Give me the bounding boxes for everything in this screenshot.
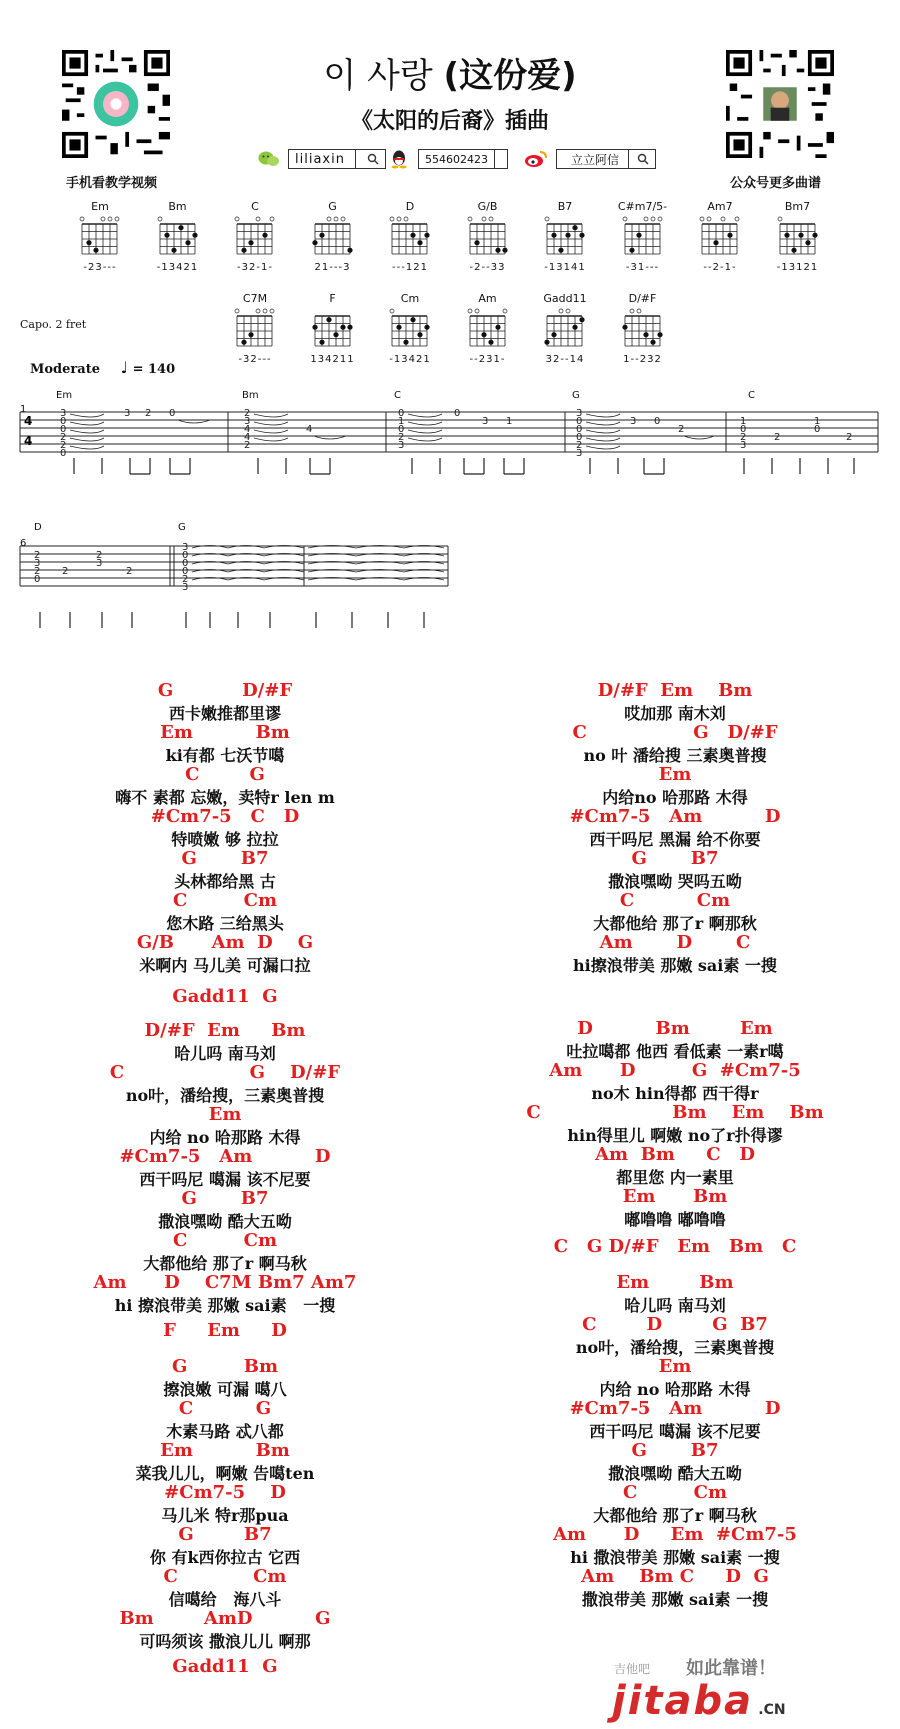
lyric-line: hi 撒浪带美 那嫩 sai素 一搜 bbox=[570, 1548, 780, 1567]
svg-text:3: 3 bbox=[482, 416, 489, 427]
lyric-line: 撒浪带美 那嫩 sai素 一搜 bbox=[581, 1590, 769, 1609]
lyric-line: 米啊内 马儿美 可漏口拉 bbox=[139, 956, 311, 975]
svg-text:2: 2 bbox=[60, 432, 67, 443]
svg-text:3: 3 bbox=[244, 416, 251, 427]
svg-text:4: 4 bbox=[244, 432, 251, 443]
chord-line: C Cm bbox=[622, 1482, 728, 1503]
chord-line: Am D Em #Cm7-5 bbox=[553, 1524, 797, 1545]
tab-chord-label: D bbox=[34, 522, 42, 533]
chord-line: Am D C bbox=[599, 932, 751, 953]
lyric-line: 哈儿吗 南马刘 bbox=[174, 1044, 276, 1063]
tab-chord-label: G bbox=[178, 522, 186, 533]
svg-text:0: 0 bbox=[398, 408, 405, 419]
svg-text:3: 3 bbox=[630, 416, 637, 427]
chord-diagram bbox=[535, 200, 595, 273]
chord-line: Am D C7M Bm7 Am7 bbox=[93, 1272, 357, 1293]
lyric-line: 特喷嫩 够 拉拉 bbox=[171, 830, 279, 849]
left-caption: 手机看教学视频 bbox=[66, 176, 158, 191]
lyric-line: 嗨不 素都 忘嫩，卖特r len m bbox=[115, 788, 335, 807]
weibo-id-box bbox=[556, 149, 656, 169]
tab-chord-label: Em bbox=[56, 390, 73, 401]
svg-text:0: 0 bbox=[814, 424, 821, 435]
svg-text:3: 3 bbox=[124, 408, 131, 419]
chord-line: C D G B7 bbox=[582, 1314, 768, 1335]
svg-text:1: 1 bbox=[398, 416, 405, 427]
chord-line: #Cm7-5 Am D bbox=[569, 806, 781, 827]
song-title bbox=[0, 48, 900, 97]
social-weibo bbox=[524, 148, 656, 170]
tab-system-2 bbox=[14, 526, 454, 636]
svg-text:3: 3 bbox=[34, 558, 41, 569]
lyric-line: 内给 no 哈那路 木得 bbox=[599, 1380, 751, 1399]
svg-text:3: 3 bbox=[576, 448, 583, 459]
fretboard-grid bbox=[225, 306, 285, 350]
social-qq bbox=[390, 148, 508, 170]
lyric-line: 菜我儿儿，啊嫩 告噶ten bbox=[135, 1464, 315, 1483]
svg-text:0: 0 bbox=[576, 432, 583, 443]
chord-line: Em bbox=[208, 1104, 242, 1125]
brand-logo bbox=[612, 1678, 786, 1724]
lyric-line: 撒浪嘿呦 酷大五呦 bbox=[158, 1212, 292, 1231]
lyric-line: 大都他给 那了r 啊马秋 bbox=[593, 1506, 757, 1525]
chord-fingering: -31--- bbox=[625, 262, 660, 273]
chord-name: Bm bbox=[168, 200, 187, 213]
svg-text:4: 4 bbox=[244, 424, 251, 435]
chord-fingering: --231- bbox=[469, 354, 506, 365]
lyric-line: 吐拉噶都 他西 看低素 一素r噶 bbox=[566, 1042, 784, 1061]
chord-diagram bbox=[458, 200, 518, 273]
fretboard-grid bbox=[225, 214, 285, 258]
lyric-line: no 叶 潘给搜 三素奥普搜 bbox=[583, 746, 767, 765]
svg-text:2: 2 bbox=[846, 432, 853, 443]
lyric-line: hin得里儿 啊嫩 no了r扑得谬 bbox=[567, 1126, 783, 1145]
chord-line: D/#F Em Bm bbox=[597, 680, 753, 701]
chord-line: C G D/#F bbox=[572, 722, 778, 743]
fretboard-grid bbox=[303, 214, 363, 258]
chord-line: C Cm bbox=[172, 1230, 278, 1251]
chord-line: C Cm bbox=[619, 890, 731, 911]
chord-diagram bbox=[148, 200, 208, 273]
title-chinese: (这份爱) bbox=[443, 56, 577, 96]
measure-number-1: 1 bbox=[20, 404, 27, 415]
quarter-note-icon: ♩ bbox=[120, 358, 129, 377]
chord-name: Cm bbox=[400, 292, 420, 305]
chord-line: #Cm7-5 Am D bbox=[119, 1146, 331, 1167]
chord-line: C G D/#F Em Bm C bbox=[553, 1236, 797, 1257]
svg-text:2: 2 bbox=[244, 440, 251, 451]
chord-fingering: -13421 bbox=[389, 354, 431, 365]
svg-text:0: 0 bbox=[576, 416, 583, 427]
lyric-line: 您木路 三给黑头 bbox=[166, 914, 284, 933]
svg-text:2: 2 bbox=[182, 574, 189, 585]
fretboard-grid bbox=[70, 214, 130, 258]
svg-text:1: 1 bbox=[740, 416, 747, 427]
brand-logo-text: jitaba bbox=[612, 1678, 754, 1724]
lyric-line: 内给no 哈那路 木得 bbox=[602, 788, 748, 807]
svg-text:0: 0 bbox=[182, 550, 189, 561]
svg-text:4: 4 bbox=[306, 424, 313, 435]
chord-diagram bbox=[225, 292, 285, 365]
chord-name: F bbox=[329, 292, 336, 305]
fretboard-grid bbox=[768, 214, 828, 258]
svg-text:2: 2 bbox=[740, 432, 747, 443]
lyric-line: 哎加那 南木刘 bbox=[624, 704, 726, 723]
chord-line: #Cm7-5 C D bbox=[150, 806, 300, 827]
svg-text:0: 0 bbox=[654, 416, 661, 427]
weibo-icon bbox=[524, 150, 548, 168]
chord-line: Gadd11 G bbox=[172, 986, 278, 1007]
tab-chord-label: G bbox=[572, 390, 580, 401]
chord-diagram bbox=[303, 200, 363, 273]
capo-info: Capo. 2 fret bbox=[20, 318, 87, 331]
lyric-line: 信噶给 海八斗 bbox=[168, 1590, 282, 1609]
lyric-line: 西干吗尼 黑漏 给不你要 bbox=[589, 830, 761, 849]
svg-text:0: 0 bbox=[60, 416, 67, 427]
svg-text:2: 2 bbox=[34, 550, 41, 561]
lyric-line: no叶，潘给搜，三素奥普搜 bbox=[125, 1086, 325, 1105]
svg-text:0: 0 bbox=[576, 424, 583, 435]
chord-diagram bbox=[458, 292, 518, 365]
chord-line: C G bbox=[185, 764, 265, 785]
lyric-line: 都里您 内一素里 bbox=[616, 1168, 734, 1187]
lyric-line: 大都他给 那了r 啊那秋 bbox=[593, 914, 757, 933]
tab-chord-label: Bm bbox=[242, 390, 259, 401]
wechat-id: liliaxin bbox=[295, 151, 345, 167]
chord-line: G B7 bbox=[631, 848, 719, 869]
fretboard-grid bbox=[535, 306, 595, 350]
svg-text:0: 0 bbox=[60, 424, 67, 435]
svg-text:2: 2 bbox=[60, 440, 67, 451]
chord-name: Em bbox=[91, 200, 109, 213]
svg-text:3: 3 bbox=[740, 440, 747, 451]
chord-line: C Cm bbox=[163, 1566, 287, 1587]
svg-text:4: 4 bbox=[24, 434, 33, 448]
chord-line: C G bbox=[178, 1398, 272, 1419]
chord-fingering: 1--232 bbox=[623, 354, 662, 365]
chord-fingering: -13141 bbox=[544, 262, 586, 273]
chord-line: G Bm bbox=[171, 1356, 279, 1377]
svg-text:2: 2 bbox=[62, 566, 69, 577]
svg-text:0: 0 bbox=[740, 424, 747, 435]
tempo-bpm: = 140 bbox=[132, 362, 176, 377]
svg-text:2: 2 bbox=[244, 408, 251, 419]
lyric-line: 头林都给黑 古 bbox=[174, 872, 276, 891]
chord-line: Am Bm C D G bbox=[581, 1566, 769, 1587]
qq-id-box bbox=[418, 149, 508, 169]
lyric-line: 撒浪嘿呦 哭吗五呦 bbox=[608, 872, 742, 891]
svg-text:0: 0 bbox=[182, 558, 189, 569]
weibo-id: 立立阿信 bbox=[571, 152, 620, 167]
qq-id: 554602423 bbox=[425, 152, 488, 166]
svg-text:2: 2 bbox=[774, 432, 781, 443]
wechat-icon bbox=[258, 150, 280, 168]
chord-line: C Bm Em Bm bbox=[526, 1102, 824, 1123]
chord-fingering: --2-1- bbox=[703, 262, 737, 273]
chord-name: Am bbox=[478, 292, 497, 305]
chord-diagram bbox=[690, 200, 750, 273]
right-caption: 公众号更多曲谱 bbox=[730, 176, 822, 191]
fretboard-grid bbox=[148, 214, 208, 258]
lyric-line: 大都他给 那了r 啊马秋 bbox=[143, 1254, 307, 1273]
fretboard-grid bbox=[303, 306, 363, 350]
svg-text:0: 0 bbox=[182, 566, 189, 577]
chord-name: G/B bbox=[477, 200, 498, 213]
lyric-line: 内给 no 哈那路 木得 bbox=[149, 1128, 301, 1147]
svg-text:0: 0 bbox=[398, 424, 405, 435]
chord-line: Am D G #Cm7-5 bbox=[549, 1060, 801, 1081]
chord-fingering: -2--33 bbox=[469, 262, 506, 273]
lyric-line: 西干吗尼 噶漏 该不尼要 bbox=[139, 1170, 311, 1189]
chord-name: G bbox=[328, 200, 337, 213]
chord-fingering: -13421 bbox=[156, 262, 199, 273]
qq-icon bbox=[390, 149, 408, 169]
wechat-id-box bbox=[288, 149, 386, 169]
chord-name: D bbox=[405, 200, 415, 213]
chord-name: B7 bbox=[557, 200, 573, 213]
chord-line: Em Bm bbox=[616, 1272, 734, 1293]
fretboard-grid bbox=[458, 214, 518, 258]
chord-line: C Cm bbox=[172, 890, 278, 911]
chord-line: C G D/#F bbox=[109, 1062, 341, 1083]
chord-fingering: -23--- bbox=[83, 262, 117, 273]
svg-text:0: 0 bbox=[169, 408, 176, 419]
chord-name: Bm7 bbox=[784, 200, 811, 213]
svg-text:0: 0 bbox=[34, 574, 41, 585]
svg-text:3: 3 bbox=[182, 542, 189, 553]
svg-text:3: 3 bbox=[60, 408, 67, 419]
fretboard-grid bbox=[613, 214, 673, 258]
svg-text:3: 3 bbox=[96, 558, 103, 569]
chord-line: G B7 bbox=[181, 848, 269, 869]
chord-diagram bbox=[768, 200, 828, 273]
svg-text:1: 1 bbox=[814, 416, 821, 427]
title-korean: 이 사랑 bbox=[323, 56, 433, 96]
tab-chord-label: C bbox=[394, 390, 401, 401]
chord-line: D/#F Em Bm bbox=[144, 1020, 306, 1041]
chord-diagram bbox=[225, 200, 285, 273]
chord-line: G B7 bbox=[631, 1440, 719, 1461]
lyric-line: no叶，潘给搜，三素奥普搜 bbox=[575, 1338, 775, 1357]
lyric-line: 你 有k西你拉古 它西 bbox=[149, 1548, 301, 1567]
chord-diagram bbox=[535, 292, 595, 365]
lyric-line: 擦浪嫩 可漏 噶八 bbox=[163, 1380, 287, 1399]
chord-diagram bbox=[380, 292, 440, 365]
chord-name: C bbox=[251, 200, 259, 213]
chord-fingering: 134211 bbox=[310, 354, 355, 365]
social-wechat bbox=[258, 148, 386, 170]
lyric-line: 哈儿吗 南马刘 bbox=[624, 1296, 726, 1315]
svg-text:2: 2 bbox=[96, 550, 103, 561]
measure-number-6: 6 bbox=[20, 538, 27, 549]
lyric-line: 嘟噜噜 嘟噜噜 bbox=[624, 1210, 726, 1229]
svg-text:0: 0 bbox=[454, 408, 461, 419]
chord-fingering: 32--14 bbox=[545, 354, 585, 365]
song-subtitle: 《太阳的后裔》插曲 bbox=[350, 108, 549, 134]
svg-text:2: 2 bbox=[126, 566, 133, 577]
tempo-marking bbox=[30, 358, 175, 377]
chord-line: Am Bm C D bbox=[595, 1144, 755, 1165]
tab-chord-label: C bbox=[748, 390, 755, 401]
chord-line: Bm AmD G bbox=[119, 1608, 331, 1629]
chord-line: Gadd11 G bbox=[172, 1656, 278, 1677]
chord-line: G B7 bbox=[181, 1188, 269, 1209]
fretboard-grid bbox=[613, 306, 673, 350]
chord-diagram bbox=[70, 200, 130, 273]
tempo-label: Moderate bbox=[30, 362, 100, 377]
lyric-line: 马儿米 特r那pua bbox=[161, 1506, 289, 1525]
chord-fingering: ---121 bbox=[392, 262, 428, 273]
lyric-line: 可吗须该 撒浪儿儿 啊那 bbox=[139, 1632, 311, 1651]
lyric-line: no木 hin得都 西干得r bbox=[591, 1084, 759, 1103]
lyric-line: 撒浪嘿呦 酷大五呦 bbox=[608, 1464, 742, 1483]
chord-line: G/B Am D G bbox=[136, 932, 314, 953]
svg-text:0: 0 bbox=[60, 448, 67, 459]
chord-fingering: -32-1- bbox=[237, 262, 273, 273]
lyric-line: 西卡嫩推都里谬 bbox=[168, 704, 281, 723]
chord-line: #Cm7-5 Am D bbox=[569, 1398, 781, 1419]
lyric-line: hi擦浪带美 那嫩 sai素 一搜 bbox=[573, 956, 777, 975]
chord-diagram bbox=[613, 292, 673, 365]
svg-text:3: 3 bbox=[182, 582, 189, 593]
brand-small-text: 吉他吧 bbox=[614, 1662, 651, 1676]
chord-line: F Em D bbox=[163, 1320, 287, 1341]
chord-line: #Cm7-5 D bbox=[164, 1482, 286, 1503]
chord-line: Em bbox=[658, 764, 692, 785]
chord-line: G B7 bbox=[178, 1524, 272, 1545]
lyric-line: 西干吗尼 噶漏 该不尼要 bbox=[589, 1422, 761, 1441]
svg-text:2: 2 bbox=[145, 408, 152, 419]
lyric-line: ki有都 七沃节噶 bbox=[165, 746, 285, 765]
brand-slogan: 如此靠谱！ bbox=[686, 1658, 776, 1679]
svg-text:3: 3 bbox=[576, 408, 583, 419]
chord-diagram bbox=[303, 292, 363, 365]
svg-text:1: 1 bbox=[506, 416, 513, 427]
fretboard-grid bbox=[458, 306, 518, 350]
chord-line: Em Bm bbox=[160, 1440, 290, 1461]
fretboard-grid bbox=[690, 214, 750, 258]
chord-diagram bbox=[380, 200, 440, 273]
lyric-line: hi 擦浪带美 那嫩 sai素 一搜 bbox=[114, 1296, 336, 1315]
svg-text:2: 2 bbox=[398, 432, 405, 443]
tab-system-1 bbox=[14, 392, 886, 512]
svg-text:4: 4 bbox=[24, 414, 33, 428]
chord-name: C#m7/5- bbox=[617, 200, 668, 213]
chord-name: Am7 bbox=[707, 200, 733, 213]
chord-line: Em Bm bbox=[622, 1186, 728, 1207]
search-icon bbox=[367, 153, 379, 165]
chord-fingering: -32--- bbox=[238, 354, 272, 365]
chord-line: Em Bm bbox=[160, 722, 290, 743]
chord-name: Gadd11 bbox=[543, 292, 587, 305]
svg-text:2: 2 bbox=[576, 440, 583, 451]
brand-domain: .CN bbox=[758, 1702, 786, 1718]
lyric-line: 木素马路 忒八都 bbox=[166, 1422, 284, 1441]
chord-name: D/#F bbox=[628, 292, 657, 305]
chord-line: Em bbox=[658, 1356, 692, 1377]
svg-text:3: 3 bbox=[398, 440, 405, 451]
search-icon bbox=[637, 153, 649, 165]
fretboard-grid bbox=[380, 214, 440, 258]
fretboard-grid bbox=[380, 306, 440, 350]
chord-name: C7M bbox=[242, 292, 268, 305]
svg-text:2: 2 bbox=[34, 566, 41, 577]
chord-fingering: 21---3 bbox=[314, 262, 351, 273]
chord-line: G D/#F bbox=[157, 680, 293, 701]
chord-fingering: -13121 bbox=[776, 262, 819, 273]
chord-diagram bbox=[613, 200, 673, 273]
fretboard-grid bbox=[535, 214, 595, 258]
chord-line: D Bm Em bbox=[577, 1018, 773, 1039]
svg-text:2: 2 bbox=[678, 424, 685, 435]
